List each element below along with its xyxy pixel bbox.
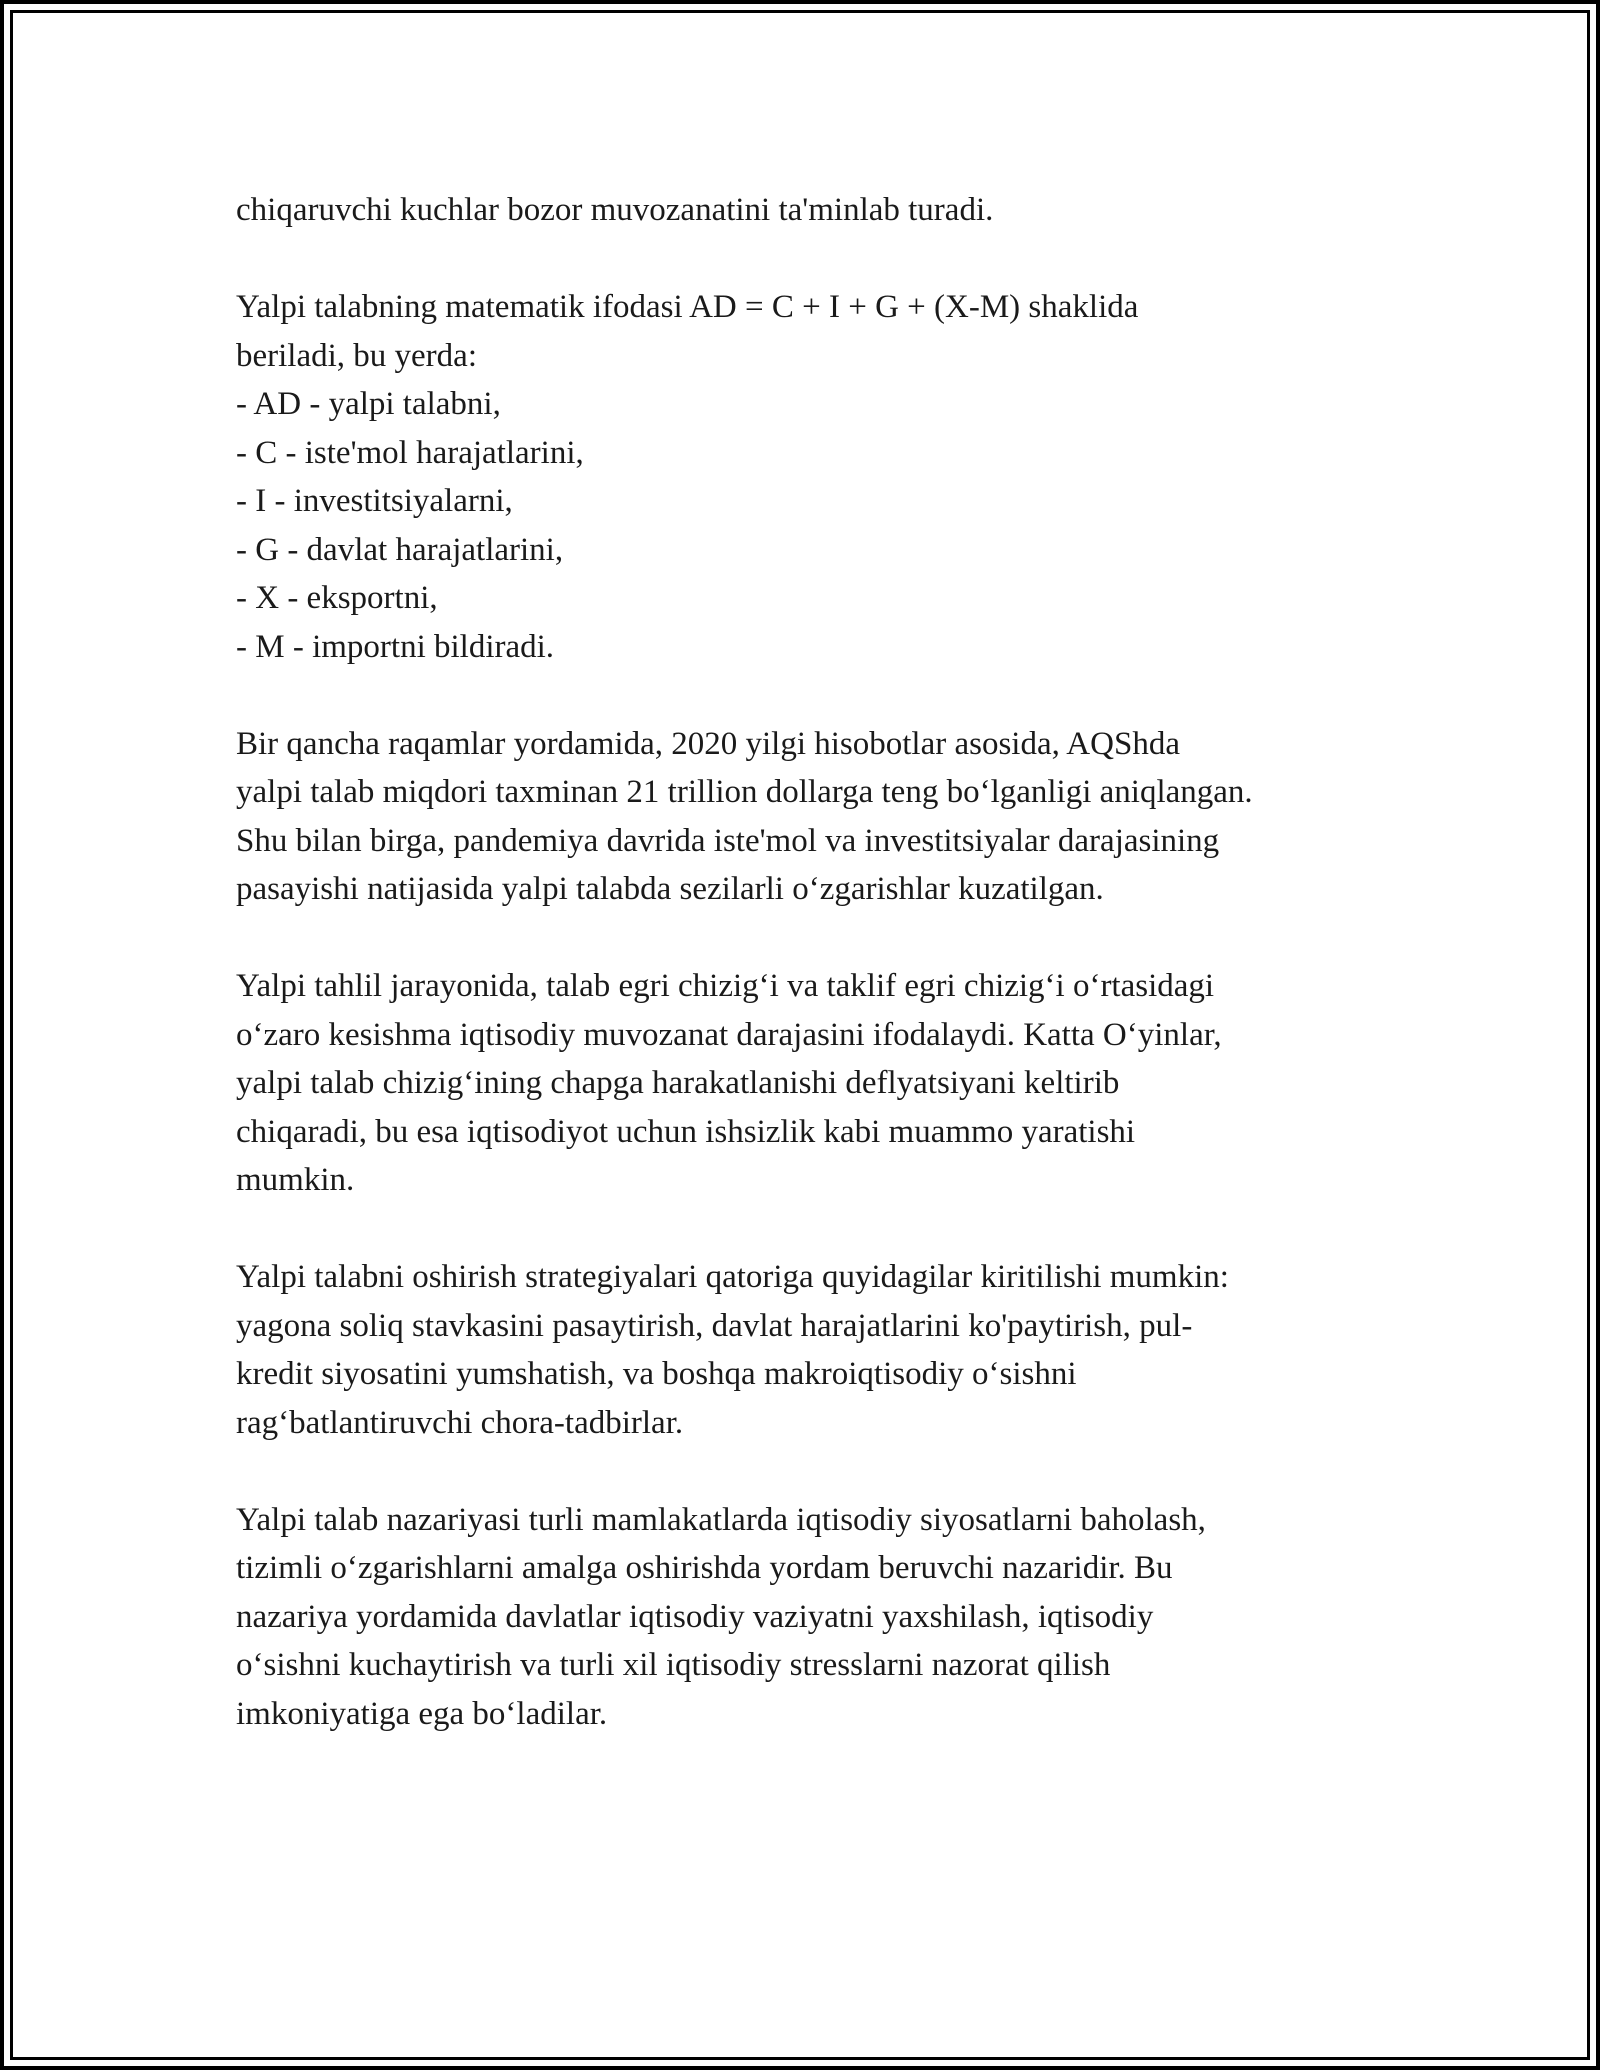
text-line: Yalpi talabning matematik ifodasi AD = C + I + G + (X-M) shaklida xyxy=(236,289,1139,325)
text-line: yalpi talab miqdori taxminan 21 trillion dollarga teng bo‘lganligi aniqlangan. xyxy=(236,774,1253,810)
paragraph-gap xyxy=(236,914,1386,963)
text-line: kredit siyosatini yumshatish, va boshqa makroiqtisodiy o‘sishni xyxy=(236,1356,1077,1392)
paragraph-gap xyxy=(236,235,1386,284)
text-line: Yalpi talab nazariyasi turli mamlakatlarda iqtisodiy siyosatlarni baholash, xyxy=(236,1501,1206,1538)
text-line: nazariya yordamida davlatlar iqtisodiy vaziyatni yaxshilash, iqtisodiy xyxy=(236,1598,1154,1635)
text-line: o‘sishni kuchaytirish va turli xil iqtisodiy stresslarni nazorat qilish xyxy=(236,1647,1111,1683)
paragraph-ad-formula xyxy=(236,283,1386,671)
list-item-i: - I - investitsiyalarni, xyxy=(236,483,513,519)
paragraph-market-balance xyxy=(236,186,1386,235)
text-line: beriladi, bu yerda: xyxy=(236,337,477,374)
paragraph-theory-summary xyxy=(236,1496,1386,1739)
text-line: chiqaruvchi kuchlar bozor muvozanatini ta'minlab turadi. xyxy=(236,192,994,228)
text-line: Shu bilan birga, pandemiya davrida iste'mol va investitsiyalar darajasining xyxy=(236,822,1220,859)
list-item-x: - X - eksportni, xyxy=(236,580,438,616)
list-item-ad: - AD - yalpi talabni, xyxy=(236,386,501,422)
list-item-m: - M - importni bildiradi. xyxy=(236,628,555,665)
paragraph-curve-analysis xyxy=(236,962,1386,1205)
paragraph-gap xyxy=(236,671,1386,720)
list-item-g: - G - davlat harajatlarini, xyxy=(236,531,564,568)
text-line: mumkin. xyxy=(236,1162,355,1198)
text-line: tizimli o‘zgarishlarni amalga oshirishda yordam beruvchi nazaridir. Bu xyxy=(236,1550,1173,1586)
text-line: yalpi talab chizig‘ining chapga harakatlanishi deflyatsiyani keltirib xyxy=(236,1065,1120,1101)
paragraph-strategies xyxy=(236,1253,1386,1447)
text-line: chiqaradi, bu esa iqtisodiyot uchun ishsizlik kabi muammo yaratishi xyxy=(236,1113,1136,1150)
text-line: pasayishi natijasida yalpi talabda sezilarli o‘zgarishlar kuzatilgan. xyxy=(236,871,1104,907)
text-line: Yalpi talabni oshirish strategiyalari qatoriga quyidagilar kiritilishi mumkin: xyxy=(236,1259,1229,1295)
text-line: yagona soliq stavkasini pasaytirish, davlat harajatlarini ko'paytirish, pul- xyxy=(236,1307,1193,1344)
text-line: imkoniyatiga ega bo‘ladilar. xyxy=(236,1695,608,1732)
list-item-c: - C - iste'mol harajatlarini, xyxy=(236,434,584,471)
text-line: o‘zaro kesishma iqtisodiy muvozanat darajasini ifodalaydi. Katta O‘yinlar, xyxy=(236,1016,1222,1053)
paragraph-gap xyxy=(236,1205,1386,1254)
paragraph-usa-2020 xyxy=(236,720,1386,914)
document-body xyxy=(236,186,1386,1738)
text-line: Bir qancha raqamlar yordamida, 2020 yilgi hisobotlar asosida, AQShda xyxy=(236,725,1180,762)
text-line: rag‘batlantiruvchi chora-tadbirlar. xyxy=(236,1404,684,1441)
paragraph-gap xyxy=(236,1447,1386,1496)
text-line: Yalpi tahlil jarayonida, talab egri chizig‘i va taklif egri chizig‘i o‘rtasidagi xyxy=(236,968,1215,1004)
